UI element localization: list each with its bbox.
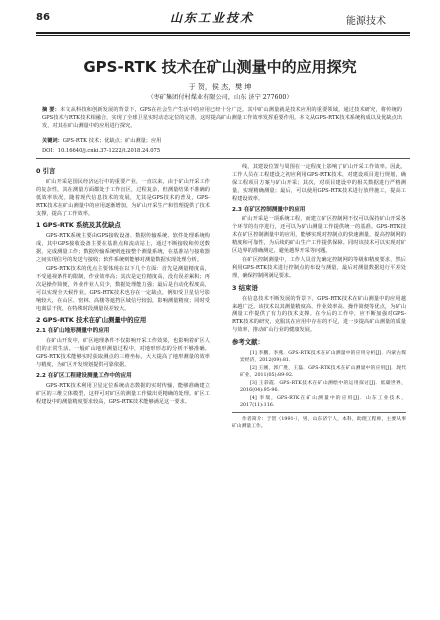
header-rule [36,32,410,34]
paragraph: 在矿区控制测量中，工作人员首先确定控制网的等级和精度要求，然后利用GPS-RTK技术进行控制点的布设与测量，最后对测量数据进行平差处理，确保控制网满足要求。 [232,256,406,279]
keywords-text: GPS-RTK 技术；优缺点；矿山测量；应用 [62,138,162,144]
article-affiliation: （枣矿集团付村煤业有限公司，山东 济宁 277600） [147,94,293,101]
doi: DOI：10.16640/j.cnki.37-1222/t.2018.24.075 [42,148,161,154]
paragraph: 在信息技术不断发展的背景下，GPS-RTK技术在矿山测量中的应用越来越广泛。该技术以其测量精度高、作业效率高、操作简便等优点，为矿山测量工作提供了有力的技术支撑。在今后的工作中，应不断加强对GPS-RTK技术的研究，克服其在应用中存在的不足，进一步提高矿山测量的质量与效率，推动矿山行业的健康发展。 [232,295,406,334]
reference-item: [3] 王彩霞．GPS-RTK技术在矿山测绘中的运用探讨[J]．低碳世界，2016(04):95-96. [240,381,406,394]
section-heading: 2 GPS-RTK 技术在矿山测量中的应用 [36,316,147,325]
left-column [36,164,210,407]
abstract-rule [36,158,410,159]
section-heading: 1 GPS-RTK 系统及其优缺点 [36,221,121,230]
keywords-label: 关键词： [42,138,63,144]
journal-name: 山东工业技术 [170,11,255,25]
reference-item: [1] 李鹏，李燕．GPS-RTK技术在矿山测量中的应用分析[J]．内蒙古煤炭经济，2012(09):81. [240,351,406,364]
subsection-heading: 2.1 在矿山地形测量中的应用 [36,328,110,335]
paragraph: GPS-RTK技术的优点主要体现在以下几个方面：首先是测量精度高，不受通视条件的限制，作业效率高；其次是定位精度高，没有误差累积；再次是操作简便，外业作业人员少，数据处理能力强；最后是自动化程度高，可以实现全天候作业。GPS-RTK技术也存在一定缺点，例如受卫星信号影响较大，在山区、密林、高楼等遮挡区域信号较弱，影响测量精度；同时受电离层干扰，在特殊时段测量误差较大。 [36,265,210,312]
article-title: GPS-RTK 技术在矿山测量中的应用探究 [83,58,357,76]
subsection-heading: 2.2 在矿区工程建设测量工作中的应用 [36,372,132,379]
abstract [42,106,402,131]
subsection-heading: 2.3 在矿区控制测量中的应用 [232,206,306,213]
bio-rule [232,412,406,413]
paragraph: 在矿山开发中，矿区地理条件不仅影响开采工作效果，也影响着矿区人们的正常生活。一般矿山地形测量过程中，对地形形态的分析不够准确。GPS-RTK技术能够实时获取测点的三维坐标，大大提高了地形测量的效率与精度，为矿区开发规划提供可靠依据。 [36,338,210,368]
reference-item: [2] 王刚，郭广胜，王磊．GPS-RTK技术在矿山测量中的应用[J]．现代矿业，2011(05):89-92. [240,366,406,379]
section-heading: 0 引言 [36,167,56,175]
page-header [0,0,440,38]
right-column [232,164,406,431]
section-tag: 能源技术 [346,16,386,27]
section-heading: 3 结束语 [232,283,258,292]
keywords [42,137,402,145]
abstract-label: 摘 要： [42,107,60,113]
paragraph: 矿山开采是国民经济运行中的重要产业，一直以来，由于矿山开采工作的复杂性，其在测量方面都处于工作盲区，过程复杂，但测量结果不准确的低效率状况。随着现代信息技术的发展，尤其是GPS技术的普及，GPS-RTK技术在矿山测量中的应用逐渐增加，为矿山开采生产和管理提供了技术支撑，提高了工作效率。 [36,178,210,217]
author-bio: 作者简介：于贺（1991-），男，山东济宁人，本科，助理工程师，主要从事矿山测量工作。 [232,417,406,430]
reference-item: [4] 李瑞，GPS-RTK在矿山测量中的应用[J]．山东工业技术，2017(11):116. [240,396,406,409]
paragraph: 线，其建设位置与周围在一定程度上影响了矿山开采工作效率。因此，工作人员在工程建设之初应利用GPS-RTK技术，对建设项目进行规划，确保工程项目方案与矿山开采；其次，对项目建设中的相关数据进行严格测量，实现精确测量；最后，可以使用GPS-RTK技术进行放样施工，提高工程建设效率。 [232,164,406,202]
paragraph: 矿山开采是一项系统工程，而建立矿区控制网不仅可以保持矿山开采各个环节的有序进行，还可以为矿山测量工作提供统一的基准。GPS-RTK技术在矿区控制测量中的应用，能够实现对控制点的快速测量，提高控制网的精度和可靠性，为后续的矿山生产工作提供保障。同时该技术可以实现对矿区边界的准确测定，避免越界开采等问题。 [232,216,406,255]
abstract-text: 本文从科技和创新发展的背景下，GPS在社会生产生活中的应用已经十分广泛。其中矿山测量就是技术应用的重要领域，通过技术研究，将传统的GPS技术与RTK技术相融合，实现了全球卫星实时动态定位的完善，这时提高矿山测量工作效率发挥重要作用。本文从GPS-RTK技术系统构成以及优缺点出发，对其在矿山测量中的应用进行探究。 [42,107,402,130]
paragraph: GPS-RTK技术利用卫星定位系统动态数据的实时传输，能够准确建立矿区的三维立体模型，这样可对矿区的测量工作做出更精确的处理。矿区工程建设中的测量精度要求较高，GPS-RTK技术能够满足这一要求。 [36,382,210,405]
header-rule-thin [36,35,410,36]
paragraph: GPS-RTK系统主要由GPS接收设备、数据传输系统、软件处理系统构成，其中GPS接收设备主要在基准点和流动站上，通过不断接收和传送数据，完成测量工作；数据传输系统则连接整个测量系统，在基准站与接收器之间实现信号的发送与接收；软件系统则能够对测量数据实现处理分析。 [36,233,210,264]
page-number: 86 [36,12,50,23]
article-authors: 于 贺，侯 杰，樊 坤 [188,83,252,91]
references-heading: 参考文献： [232,338,264,347]
